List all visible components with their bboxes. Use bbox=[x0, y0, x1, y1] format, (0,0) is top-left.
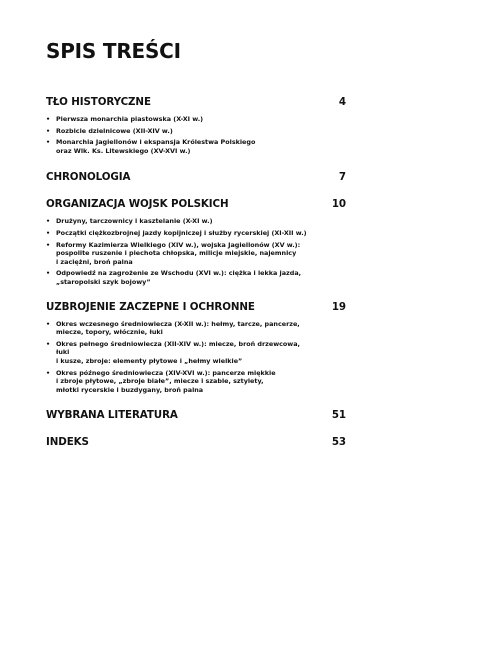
page-title: SPIS TREŚCI bbox=[46, 39, 181, 63]
toc-section bbox=[46, 301, 346, 395]
bullet-icon: • bbox=[46, 126, 51, 135]
toc-subitem bbox=[46, 241, 346, 267]
section-title: INDEKS bbox=[46, 436, 89, 449]
toc-subitem-line: miecze, topory, włócznie, łuki bbox=[56, 328, 163, 337]
bullet-icon: • bbox=[46, 138, 51, 147]
toc-subitem-line: oraz Wlk. Ks. Litewskiego (XV-XVI w.) bbox=[56, 146, 191, 155]
section-page-number: 10 bbox=[331, 198, 346, 211]
toc-subitem-line: łuki bbox=[56, 348, 70, 357]
toc-subitems bbox=[46, 115, 346, 155]
section-title: CHRONOLOGIA bbox=[46, 171, 131, 184]
toc-section bbox=[46, 96, 346, 155]
bullet-icon: • bbox=[46, 368, 51, 377]
section-title: WYBRANA LITERATURA bbox=[46, 409, 178, 422]
section-title: TŁO HISTORYCZNE bbox=[46, 96, 151, 108]
section-page-number: 4 bbox=[338, 96, 346, 108]
bullet-icon: • bbox=[46, 319, 51, 328]
table-of-contents bbox=[46, 40, 346, 462]
toc-subitem-line: i kusze, zbroje: elementy płytowe i „hełmy wielkie” bbox=[56, 356, 243, 365]
toc-subitems bbox=[46, 217, 346, 286]
toc-subitem-line: i zbroje płytowe, „zbroje białe”, miecze i szable, sztylety, bbox=[56, 377, 264, 386]
section-title: ORGANIZACJA WOJSK POLSKICH bbox=[46, 198, 229, 211]
toc-subitem-line: pospolite ruszenie i piechota chłopska, milicje miejskie, najemnicy bbox=[56, 249, 297, 258]
bullet-icon: • bbox=[46, 115, 51, 123]
toc-subitem-line: Okres późnego średniowiecza (XIV-XVI w.): pancerze miękkie bbox=[56, 368, 276, 377]
toc-subitem bbox=[46, 127, 346, 136]
toc-section-heading[interactable] bbox=[46, 96, 346, 109]
toc-section bbox=[46, 198, 346, 286]
toc-subitem-line: Odpowiedź na zagrożenie ze Wschodu (XVI w.): ciężka i lekka jazda, bbox=[56, 269, 302, 278]
toc-subitem-line: Monarchia Jagiellonów i ekspansja Królestwa Polskiego bbox=[56, 138, 256, 147]
toc-subitem bbox=[46, 115, 346, 124]
bullet-icon: • bbox=[46, 240, 51, 249]
toc-section-heading[interactable] bbox=[46, 436, 346, 449]
toc-subitem-line: Okres wczesnego średniowiecza (X-XII w.): hełmy, tarcze, pancerze, bbox=[56, 319, 300, 328]
toc-subitem-line: Pierwsza monarchia piastowska (X-XI w.) bbox=[56, 115, 204, 123]
bullet-icon: • bbox=[46, 228, 51, 237]
toc-section bbox=[46, 436, 346, 449]
toc-subitem-line: Rozbicie dzielnicowe (XII-XIV w.) bbox=[56, 126, 173, 135]
toc-subitem bbox=[46, 340, 346, 366]
toc-subitem-line: i zaciężni, broń palna bbox=[56, 257, 133, 266]
toc-section-heading[interactable] bbox=[46, 409, 346, 422]
toc-subitem bbox=[46, 138, 346, 155]
toc-subitem bbox=[46, 269, 346, 286]
section-page-number: 19 bbox=[331, 300, 346, 313]
toc-subitem-line: „staropolski szyk bojowy” bbox=[56, 277, 151, 286]
toc-subitems bbox=[46, 320, 346, 395]
toc-subitem-line: młotki rycerskie i buzdygany, broń palna bbox=[56, 385, 204, 394]
section-title: UZBROJENIE ZACZEPNE I OCHRONNE bbox=[46, 300, 255, 313]
toc-section bbox=[46, 171, 346, 184]
toc-subitem-line: Reformy Kazimierza Wielkiego (XIV w.), wojska Jagiellonów (XV w.): bbox=[56, 240, 301, 249]
toc-subitem-line: Początki ciężkozbrojnej jazdy kopijniczej i służby rycerskiej (XI-XII w.) bbox=[56, 228, 307, 237]
toc-section bbox=[46, 409, 346, 422]
toc-section-heading[interactable] bbox=[46, 171, 346, 184]
toc-subitem bbox=[46, 320, 346, 337]
toc-subitem bbox=[46, 229, 346, 238]
toc-subitem-line: Okres pełnego średniowiecza (XII-XIV w.): miecze, broń drzewcowa, bbox=[56, 339, 300, 348]
toc-sections bbox=[46, 96, 346, 449]
section-page-number: 53 bbox=[331, 436, 346, 449]
section-page-number: 51 bbox=[331, 409, 346, 422]
toc-section-heading[interactable] bbox=[46, 198, 346, 211]
bullet-icon: • bbox=[46, 269, 51, 278]
bullet-icon: • bbox=[46, 217, 51, 226]
toc-subitem bbox=[46, 369, 346, 395]
bullet-icon: • bbox=[46, 339, 51, 348]
section-page-number: 7 bbox=[338, 171, 346, 184]
toc-section-heading[interactable] bbox=[46, 301, 346, 314]
toc-subitem-line: Drużyny, tarczownicy i kasztelanie (X-XI w.) bbox=[56, 217, 213, 226]
toc-subitem bbox=[46, 217, 346, 226]
